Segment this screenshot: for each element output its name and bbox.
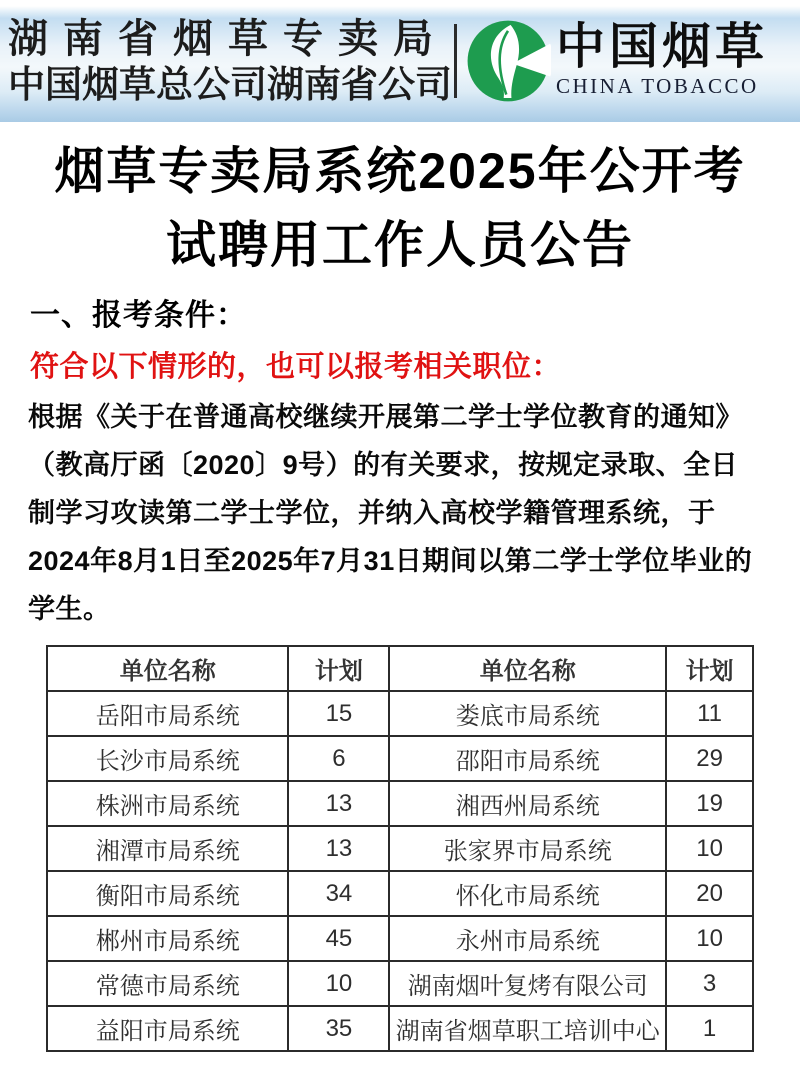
logo-title-cn: 中国烟草 xyxy=(556,19,769,74)
unit-name-cell: 湖南烟叶复烤有限公司 xyxy=(389,961,666,1006)
logo-subtitle-en: CHINA TOBACCO xyxy=(556,74,759,99)
unit-name-cell: 张家界市局系统 xyxy=(389,826,666,871)
column-header-unit-2: 单位名称 xyxy=(389,646,666,691)
column-header-plan-1: 计划 xyxy=(288,646,389,691)
unit-name-cell: 邵阳市局系统 xyxy=(389,736,666,781)
plan-count-cell: 13 xyxy=(288,826,389,871)
plan-count-cell: 1 xyxy=(666,1006,753,1051)
table-row xyxy=(47,1006,753,1051)
recruitment-table-wrap xyxy=(46,645,754,1052)
org-name-block xyxy=(4,16,452,107)
table-row xyxy=(47,691,753,736)
column-header-unit-1: 单位名称 xyxy=(47,646,288,691)
column-header-plan-2: 计划 xyxy=(666,646,753,691)
plan-count-cell: 15 xyxy=(288,691,389,736)
unit-name-cell: 湘西州局系统 xyxy=(389,781,666,826)
plan-count-cell: 19 xyxy=(666,781,753,826)
logo-block xyxy=(465,18,768,104)
plan-count-cell: 35 xyxy=(288,1006,389,1051)
unit-name-cell: 郴州市局系统 xyxy=(47,916,288,961)
plan-count-cell: 10 xyxy=(288,961,389,1006)
unit-name-cell: 娄底市局系统 xyxy=(389,691,666,736)
table-row xyxy=(47,961,753,1006)
unit-name-cell: 长沙市局系统 xyxy=(47,736,288,781)
org-name-line1: 湖南省烟草专卖局 xyxy=(8,16,448,61)
plan-count-cell: 20 xyxy=(666,871,753,916)
plan-count-cell: 45 xyxy=(288,916,389,961)
unit-name-cell: 益阳市局系统 xyxy=(47,1006,288,1051)
china-tobacco-leaf-logo-icon xyxy=(465,18,551,104)
org-name-line2: 中国烟草总公司湖南省公司 xyxy=(8,63,452,105)
title-line-2: 试聘用工作人员公告 xyxy=(166,217,634,273)
highlight-note: 符合以下情形的，也可以报考相关职位： xyxy=(30,351,562,383)
unit-name-cell: 常德市局系统 xyxy=(47,961,288,1006)
logo-text-block xyxy=(556,19,769,100)
paragraph-line: 根据《关于在普通高校继续开展第二学士学位教育的通知》 xyxy=(28,402,743,432)
plan-count-cell: 29 xyxy=(666,736,753,781)
title-line-1: 烟草专卖局系统2025年公开考 xyxy=(54,143,746,199)
plan-count-cell: 13 xyxy=(288,781,389,826)
table-row xyxy=(47,916,753,961)
unit-name-cell: 永州市局系统 xyxy=(389,916,666,961)
plan-count-cell: 10 xyxy=(666,826,753,871)
unit-name-cell: 衡阳市局系统 xyxy=(47,871,288,916)
table-row xyxy=(47,736,753,781)
paragraph-line: （教高厅函〔2020〕9号）的有关要求，按规定录取、全日 xyxy=(28,450,739,480)
unit-name-cell: 怀化市局系统 xyxy=(389,871,666,916)
plan-count-cell: 6 xyxy=(288,736,389,781)
header-banner xyxy=(0,0,800,122)
unit-name-cell: 湘潭市局系统 xyxy=(47,826,288,871)
paragraph xyxy=(28,393,772,633)
header-divider xyxy=(454,24,457,98)
unit-name-cell: 株洲市局系统 xyxy=(47,781,288,826)
table-row xyxy=(47,781,753,826)
plan-count-cell: 3 xyxy=(666,961,753,1006)
plan-count-cell: 10 xyxy=(666,916,753,961)
paragraph-line: 制学习攻读第二学士学位，并纳入高校学籍管理系统，于 xyxy=(28,498,716,528)
section-heading: 一、报考条件： xyxy=(30,299,247,332)
unit-name-cell: 湖南省烟草职工培训中心 xyxy=(389,1006,666,1051)
table-row xyxy=(47,871,753,916)
paragraph-line: 学生。 xyxy=(28,594,111,624)
announcement-title xyxy=(0,134,800,282)
table-body xyxy=(47,691,753,1051)
table-row xyxy=(47,826,753,871)
recruitment-plan-table xyxy=(46,645,754,1052)
plan-count-cell: 34 xyxy=(288,871,389,916)
plan-count-cell: 11 xyxy=(666,691,753,736)
unit-name-cell: 岳阳市局系统 xyxy=(47,691,288,736)
paragraph-line: 2024年8月1日至2025年7月31日期间以第二学士学位毕业的 xyxy=(28,546,753,576)
table-header-row xyxy=(47,646,753,691)
